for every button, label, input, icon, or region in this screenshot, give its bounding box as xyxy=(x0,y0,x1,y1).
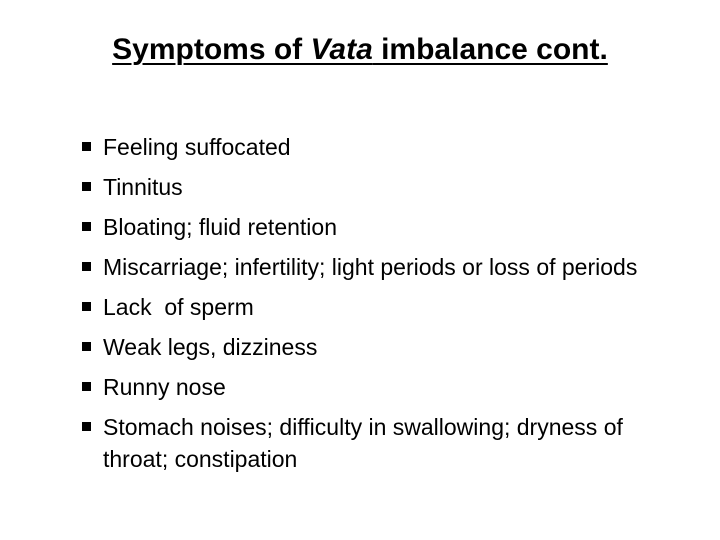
list-item xyxy=(82,331,682,363)
list-item xyxy=(82,371,682,403)
bullet-text: Miscarriage; infertility; light periods or loss of periods xyxy=(103,254,638,280)
list-item xyxy=(82,211,682,243)
title-prefix: Symptoms of xyxy=(112,33,311,66)
list-item xyxy=(82,131,682,163)
slide-title-underlined xyxy=(112,33,608,66)
list-item xyxy=(82,411,682,475)
bullet-text: Lack of sperm xyxy=(103,294,254,320)
list-item xyxy=(82,171,682,203)
bullet-text: Weak legs, dizziness xyxy=(103,334,318,360)
bullet-text: Tinnitus xyxy=(103,174,183,200)
bullet-text: Bloating; fluid retention xyxy=(103,214,337,240)
section-bullet-icon xyxy=(82,142,91,151)
section-bullet-icon xyxy=(82,302,91,311)
title-suffix: imbalance cont. xyxy=(372,33,608,66)
bullet-text: Runny nose xyxy=(103,374,226,400)
section-bullet-icon xyxy=(82,342,91,351)
section-bullet-icon xyxy=(82,262,91,271)
bullet-text: Stomach noises; difficulty in swallowing; dryness of throat; constipation xyxy=(103,414,623,472)
section-bullet-icon xyxy=(82,382,91,391)
title-emphasis: Vata xyxy=(310,33,373,66)
bullet-list xyxy=(82,131,682,483)
bullet-text: Feeling suffocated xyxy=(103,134,291,160)
section-bullet-icon xyxy=(82,422,91,431)
section-bullet-icon xyxy=(82,182,91,191)
list-item xyxy=(82,291,682,323)
slide-title xyxy=(0,28,720,72)
list-item xyxy=(82,251,682,283)
section-bullet-icon xyxy=(82,222,91,231)
